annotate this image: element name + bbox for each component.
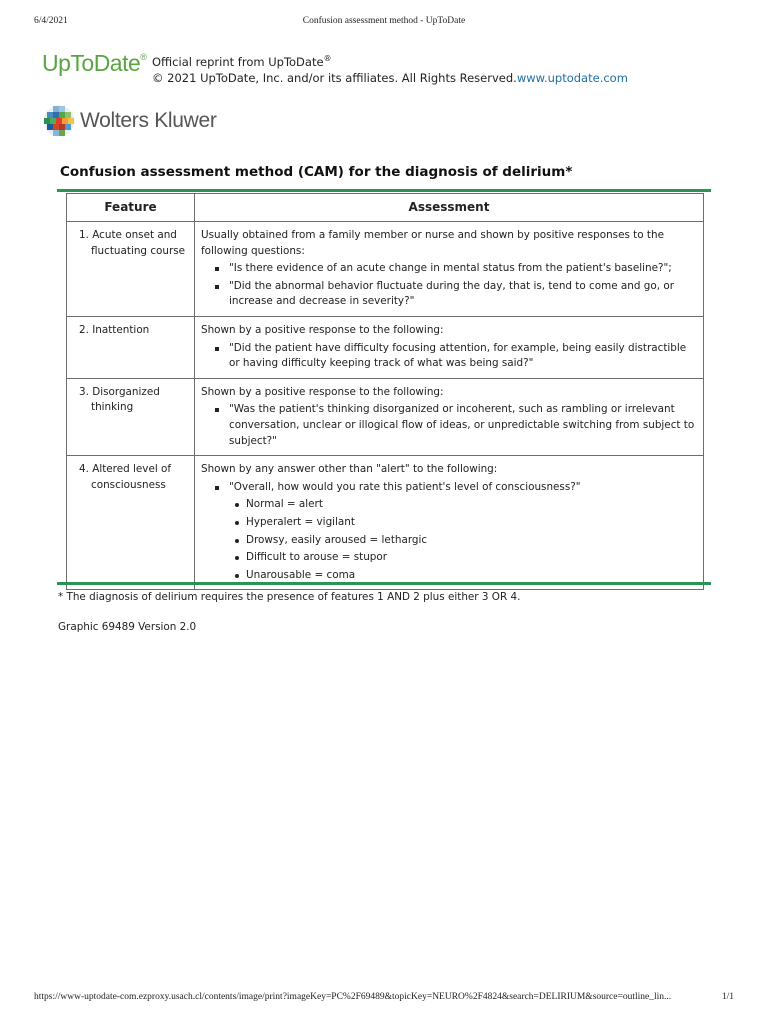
- assessment-intro: Usually obtained from a family member or nurse and shown by positive responses to the following questions:: [201, 229, 664, 257]
- list-item: Hyperalert = vigilant: [246, 515, 697, 531]
- table-row: [67, 316, 704, 378]
- list-item: "Did the abnormal behavior fluctuate during the day, that is, tend to come and go, or increase and decrease in severity?": [229, 279, 697, 310]
- reprint-reg: ®: [323, 54, 332, 63]
- print-footer: [0, 992, 768, 1006]
- list-item: "Overall, how would you rate this patient's level of consciousness?" Normal = alert Hyperalert = vigilant Drowsy, easily aroused = lethargic Difficult to arouse = stupor Unarousable = coma: [229, 480, 697, 584]
- list-item: Unarousable = coma: [246, 568, 697, 584]
- assessment-intro: Shown by a positive response to the following:: [201, 323, 444, 336]
- copyright-text: © 2021 UpToDate, Inc. and/or its affiliates. All Rights Reserved.: [152, 70, 517, 85]
- consciousness-scale-list: [229, 497, 697, 583]
- print-url: https://www-uptodate-com.ezproxy.usach.cl/contents/image/print?imageKey=PC%2F69489&topicKey=NEURO%2F4824&search=DELIRIUM&source=outline_lin...: [34, 992, 672, 1002]
- table-row: [67, 222, 704, 317]
- title-divider: [57, 189, 711, 192]
- wolters-kluwer-globe-icon: [42, 104, 76, 138]
- wolters-kluwer-logo: [42, 104, 302, 138]
- assessment-cell: [195, 316, 704, 378]
- uptodate-link[interactable]: www.uptodate.com: [516, 70, 628, 85]
- cam-table: [66, 193, 704, 590]
- assessment-intro: Shown by a positive response to the following:: [201, 385, 444, 398]
- assessment-cell: [195, 378, 704, 455]
- list-item: "Was the patient's thinking disorganized or incoherent, such as rambling or irrelevant conversation, unclear or illogical flow of ideas, or unpredictable switching from subject to subject?": [229, 402, 697, 449]
- uptodate-logo: UpToDate®: [42, 50, 147, 76]
- publisher-name: Wolters Kluwer: [80, 109, 217, 132]
- table-bottom-divider: [57, 582, 711, 585]
- print-header: [0, 16, 768, 30]
- column-header-assessment: Assessment: [195, 194, 704, 222]
- table-header-row: [67, 194, 704, 222]
- question-list: [201, 480, 697, 584]
- print-date: 6/4/2021: [34, 16, 68, 26]
- feature-cell: 2. Inattention: [67, 316, 195, 378]
- list-item: "Did the patient have difficulty focusing attention, for example, being easily distractible or having difficulty keeping track of what was being said?": [229, 341, 697, 372]
- page-number: 1/1: [721, 992, 734, 1002]
- list-item: Difficult to arouse = stupor: [246, 550, 697, 566]
- table-row: [67, 378, 704, 455]
- table-row: [67, 456, 704, 590]
- print-title: Confusion assessment method - UpToDate: [302, 16, 466, 26]
- list-item: Drowsy, easily aroused = lethargic: [246, 533, 697, 549]
- question-list: [201, 341, 697, 372]
- column-header-feature: Feature: [67, 194, 195, 222]
- assessment-cell: [195, 456, 704, 590]
- feature-cell: 4. Altered level of consciousness: [67, 456, 195, 590]
- list-item: Normal = alert: [246, 497, 697, 513]
- page-title: Confusion assessment method (CAM) for the diagnosis of delirium*: [60, 164, 573, 180]
- feature-cell: 1. Acute onset and fluctuating course: [67, 222, 195, 317]
- list-item: "Is there evidence of an acute change in mental status from the patient's baseline?";: [229, 261, 697, 277]
- graphic-version: Graphic 69489 Version 2.0: [58, 621, 197, 633]
- footnote: * The diagnosis of delirium requires the presence of features 1 AND 2 plus either 3 OR 4.: [58, 591, 521, 603]
- assessment-intro: Shown by any answer other than "alert" to the following:: [201, 463, 498, 476]
- reprint-notice: [152, 51, 672, 86]
- feature-cell: 3. Disorganized thinking: [67, 378, 195, 455]
- question-list: [201, 402, 697, 449]
- assessment-cell: [195, 222, 704, 317]
- question-list: [201, 261, 697, 310]
- reprint-line: Official reprint from UpToDate: [152, 54, 324, 69]
